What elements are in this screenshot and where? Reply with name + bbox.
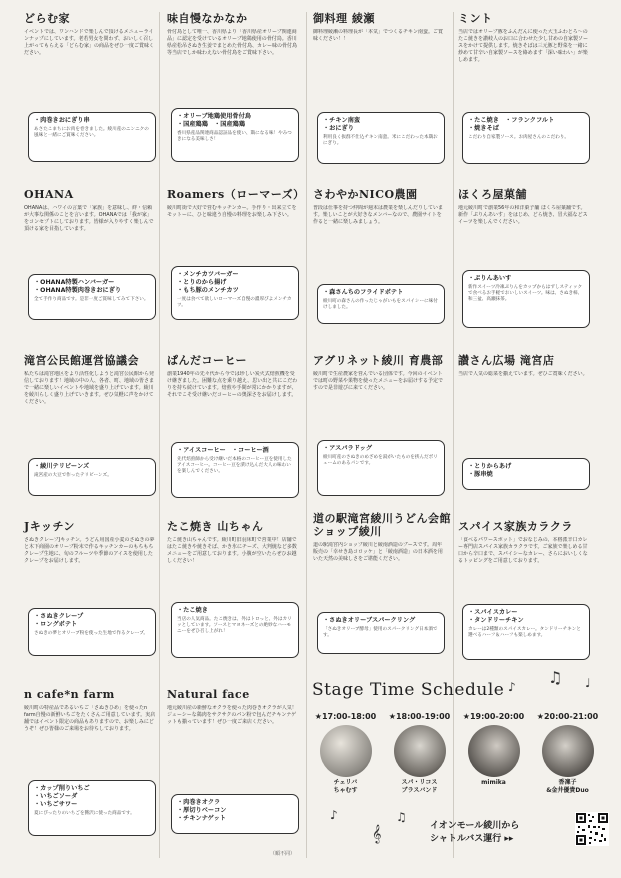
shop-description: 当店で人気の総菜を揃えています。ぜひご賞味ください。	[458, 371, 588, 377]
shop-description: 普段は仕事を持つ仲間が週末は農業を楽しんだりしています。楽しいことが大好きなメンバーなので、農園サイトを作ると一緒に楽しみましょう。	[313, 205, 444, 225]
menu-item: ・肉巻きオクラ	[177, 799, 221, 806]
menu-item: ・国産鶏鶏 ・国産鶏鶏	[177, 121, 246, 128]
performer-name: 香凜子 &金井優貴Duo	[546, 779, 589, 794]
menu-note: さぬきの夢とオリーブ粉を使った生地で作るクレープ。	[34, 631, 149, 636]
menu-note: 綾川町産のさぬきのめざめを湯がいたものを挟んだボリュームのあるパンです。	[323, 455, 438, 466]
shop-nakanaka	[167, 12, 299, 172]
shop-description: 当店ではオリーブ豚をふんだんに使った大玉ふわとろ〜のたこ焼きを讃岐人のお口に合わせた少し甘めの自家製ソースをかけて提供します。焼きそばは三元豚と野菜を一緒に炒めて甘辛い自家製ソースを絡めます「深い味わい」が楽しめます。	[458, 29, 589, 63]
shop-description: 骨付鳥として唯一、香川県より「香川県産オリーブ関連商品」に認定を受けているオリーブ地鶏使用の骨付鳥。香川県産松吊さぬき生姜でまとめた骨付鳥、カレー味の骨付鳥等当店でしか味わえない骨付鳥をご賞味下さい。	[167, 29, 298, 56]
shop-description: 地元綾川町で創業56年の和洋菓子舗 ほくろ屋菓舗です。新作「ぷりんあいす」をはじめ、どら焼き、冒大福などスイーツを楽しんでください。	[458, 205, 588, 225]
shuttle-bus-notice: イオンモール綾川から シャトルバス運行 ▸▸	[430, 821, 520, 844]
menu-box	[462, 112, 590, 164]
menu-box	[28, 780, 156, 836]
menu-note: 全て手作り商品です。是非一度ご賞味してみて下さい。	[34, 297, 149, 302]
menu-box	[28, 274, 156, 320]
performer-photo	[542, 725, 594, 777]
shop-takinomiya-community	[24, 354, 156, 504]
shop-n-cafe-n-farm	[24, 688, 156, 858]
menu-box	[317, 612, 445, 654]
menu-item: ・OHANA特製ハンバーガー	[34, 279, 115, 286]
menu-item: ・肉巻きおにぎり串	[34, 117, 90, 124]
menu-item: ・チキン南蛮	[323, 117, 361, 124]
menu-box	[317, 284, 445, 324]
menu-note: 綾川町の森さんの作ったじゃがいもをスパイシーに味付けしました。	[323, 299, 438, 310]
shop-description: 私たちは滝宮地区をより活性化しようと滝宮公民館から発信しております！地域の中の人、各者、町、地域の皆さまで一緒に楽しいイベントや地域を盛り上げています。綾川を綾川らしく盛り上げていきます。ぜひ気軽に声をかけてください。	[24, 371, 155, 405]
menu-box	[28, 112, 156, 162]
menu-item: ・豚串焼	[468, 471, 493, 478]
menu-item: ・アスパラドッグ	[323, 445, 373, 452]
music-note-icon: ♪	[508, 680, 516, 694]
menu-item: ・アイスコーヒー ・コーヒー酒	[177, 447, 269, 454]
stage-slot	[384, 712, 455, 795]
shop-title: 滝宮公民館運営協議会	[24, 354, 139, 367]
shop-ohana	[24, 188, 156, 338]
shop-title: ミント	[458, 12, 493, 25]
menu-item: ・オリーブ地鶏使用骨付鳥	[177, 113, 251, 120]
shop-title: n cafe*n farm	[24, 688, 115, 701]
shop-j-kitchen	[24, 520, 156, 670]
shop-sansan-hiroba	[458, 354, 590, 504]
shop-title: Jキッチン	[24, 520, 75, 533]
menu-box	[28, 458, 156, 496]
menu-item: ・厚切りベーコン	[177, 807, 227, 814]
column-divider	[159, 12, 160, 858]
shop-title: どらむ家	[24, 12, 70, 25]
menu-note: 新作スイーツ冷凍ぷりんをカップからはずしスティックで食べるお手軽でおいしいスイーツ。味は、さぬき柿、和三盆、高瀬抹茶。	[468, 285, 583, 302]
menu-item: ・とりのから揚げ	[177, 279, 227, 286]
menu-item: ・さぬきクレープ	[34, 613, 84, 620]
music-note-icon: ♫	[396, 810, 407, 824]
shop-description: 綾川町の特産品であるいちご「さぬきひめ」を使ったn farm自慢の新鮮いちごをたくさんご用意しています。実店舗ではイベント限定の商品もありますので、お楽しみにどうぞ！ぜひ皆様のご来場をお待ちしております。	[24, 705, 156, 732]
shop-title: アグリネット綾川 育農部	[313, 354, 444, 367]
stage-slot	[310, 712, 381, 795]
menu-box	[317, 112, 445, 164]
menu-item: ・いちごソーダ	[34, 793, 78, 800]
menu-box	[28, 608, 156, 656]
menu-note: こだわり自家製ソース。お肉屋さんのこだわり。	[468, 135, 569, 140]
menu-note: 「さぬきオリーブ酵母」使用のスパークリング日本酒です。	[323, 627, 438, 638]
shop-title: Natural face	[167, 688, 250, 701]
shop-description: さぬきクレープJキッチン。うどん用国産小麦のさぬきの夢と木下商園のオリーブ粉末で作るキッチンカーのもちもちクレープ生地に、旬のフルーツや季節のアイスを使用したクレープをお届けします。	[24, 537, 155, 564]
menu-item: ・焼きそば	[468, 125, 499, 132]
shop-description: OHANAは、ハワイの言葉で「家族」を意味し、絆・信頼が大事な関係のことを言います。OHANAでは「我が家」をコンセプトにしております。皆様が入りやすく楽しんで頂ける家を目指しています。	[24, 205, 154, 232]
menu-note: 滝宮産の大豆で作ったテリビーンズ。	[34, 473, 112, 478]
shop-title: ほくろ屋菓舗	[458, 188, 527, 201]
shop-title: Roamers（ローマーズ）	[167, 188, 305, 201]
menu-item: ・たこ焼き	[177, 607, 208, 614]
shop-nico-farm	[313, 188, 445, 338]
menu-item: ・綾川テリビーンズ	[34, 463, 90, 470]
shop-spice-karakura	[458, 520, 590, 670]
shop-title: ぱんだコーヒー	[167, 354, 248, 367]
menu-note: カレーは2種類のスパイスカレー。タンドリーチキンと選べるハーフ＆ハーフも楽しめます。	[468, 627, 581, 638]
menu-box	[171, 442, 299, 498]
performer-photo	[394, 725, 446, 777]
shop-panda-coffee	[167, 354, 299, 504]
menu-item: ・スパイスカレー	[468, 609, 518, 616]
stage-schedule-title: Stage Time Schedule	[312, 680, 505, 700]
menu-note: 夏にぴったりのいちごを贅沢に使った商品です。	[34, 811, 135, 816]
music-note-icon: ♫	[548, 668, 563, 687]
shop-takoyaki-yamachan	[167, 520, 299, 670]
stage-slot	[532, 712, 603, 795]
menu-note: 一度は食べて欲しいローマーズ自慢の濃厚ぴよメンチカツ。	[177, 297, 292, 308]
stage-slot	[458, 712, 529, 787]
footer-note: （順不同）	[270, 851, 296, 857]
shop-description: 「食べるパワースポット」でおなじみの、本格派辛口カレー専門店スパイス家族カラクラです。ご家族で楽しめる甘口から辛口まで、スパイシーなカレー、さらにおいしくなるトッピングをご用意しております。	[458, 537, 588, 564]
menu-item: ・とりからあげ	[468, 463, 512, 470]
menu-box	[317, 440, 445, 496]
shop-description: イベントでは、ワンハンドで楽しんで頂けるメニューラインナップにしています。老若男女を問わず、おいしく召し上がってもらえる「どらむ家」の商品をぜひ一度ご賞味ください。	[24, 29, 155, 56]
menu-item: ・OHANA特製肉巻きおにぎり	[34, 287, 122, 294]
shop-description: 御料理綾瀬の料理長が「本気」でつくるチキン南蛮。ご賞味ください！！	[313, 29, 443, 42]
menu-note: 当店の人気商品。たこ焼きは、外はトロっと、外はカリッとしています。ソースとマヨネーズとの絶妙なハーモニーをぜひ召し上がれ！	[177, 617, 292, 634]
menu-note: 先代焙煎師から受け継いだ本格のコーヒー豆を使用したアイスコーヒー。コーヒー豆を漬け込んだ大人の味わいを楽しんでください。	[177, 457, 292, 474]
menu-item: ・たこ焼き ・フランクフルト	[468, 117, 555, 124]
music-note-icon: ♩	[585, 676, 591, 690]
shop-michinoeki-takinomiya	[313, 512, 451, 670]
menu-item: ・チキンナゲット	[177, 815, 226, 822]
shop-description: 道の駅滝宮内ショップ綾川と綾南酒造のブースです。周年販売の「幸せき島コロッケ」と「綾南酒造」の日本酒を用いた天然の美味しさをご堪能ください。	[313, 542, 443, 562]
menu-box	[462, 270, 590, 328]
shop-mint	[458, 12, 590, 172]
shop-title: 道の駅滝宮綾川うどん会館ショップ綾川	[313, 512, 451, 538]
column-divider	[306, 12, 307, 858]
slot-time: ★19:00-20:00	[462, 712, 525, 721]
shop-hokuroya	[458, 188, 590, 338]
menu-box	[171, 108, 299, 162]
music-note-icon: ♪	[330, 808, 338, 822]
menu-item: ・おにぎり	[323, 125, 354, 132]
menu-box	[171, 266, 299, 320]
shop-title: OHANA	[24, 188, 74, 201]
menu-box	[462, 458, 590, 490]
menu-item: ・いちごサワー	[34, 801, 78, 808]
menu-note: 利用良く抜群不仕込チキン南蛮。米にこだわった本鶏おにぎり。	[323, 135, 438, 146]
shop-title: たこ焼き 山ちゃん	[167, 520, 264, 533]
shop-title: 讃さん広場 滝宮店	[458, 354, 555, 367]
slot-time: ★17:00-18:00	[314, 712, 377, 721]
shop-agrinet-ayagawa	[313, 354, 445, 504]
menu-item: ・カップ削りいちご	[34, 785, 90, 792]
menu-item: ・メンチカツバーガー	[177, 271, 239, 278]
performer-photo	[320, 725, 372, 777]
shop-ayase	[313, 12, 445, 172]
menu-box	[171, 602, 299, 658]
shop-title: 御料理 綾瀬	[313, 12, 375, 25]
shop-roamers	[167, 188, 305, 338]
shop-description: 創業1940年の先々代から今では珍しい炭火式焙煎機を受け継ぎました。困難な点を乗り越え、思い出と共にこだわりを持ち続けています。焙煎や手間が常にかかりますが、それでこそ受け継いだコーヒーの奥深さをお届けします。	[167, 371, 298, 398]
shop-natural-face	[167, 688, 299, 838]
shop-description: 綾川町街で大好で営むキッチンカー。手作り・出来立てをモットーに、ひと味違う自慢の料理をお楽しみ下さい。	[167, 205, 297, 218]
menu-item: ・森さんちのフライドポテト	[323, 289, 404, 296]
performer-name: チェリバ ちゃむす	[333, 779, 358, 794]
shop-dorumuya	[24, 12, 156, 172]
performer-photo	[468, 725, 520, 777]
shop-title: さわやかNICO農園	[313, 188, 418, 201]
shop-title: スパイス家族カラクラ	[458, 520, 573, 533]
music-note-icon: 𝄞	[372, 824, 382, 843]
shop-title: 味自慢なかなか	[167, 12, 248, 25]
qr-code[interactable]	[575, 812, 609, 846]
menu-note: 香川県産品関連商品認証品を使い、鶏になる味！やみつきになる美味しさ！	[177, 131, 292, 142]
menu-item: ・もち豚のメンチカツ	[177, 287, 239, 294]
menu-box	[171, 794, 299, 834]
menu-note: あさたこまちにお肉を巻きました。綾川産のニンニクの風味と一緒にご賞味ください。	[34, 127, 149, 138]
performer-name: mimika	[481, 779, 506, 786]
performer-name: スパ・リコス ブラスバンド	[401, 779, 438, 794]
menu-item: ・ぷりんあいす	[468, 275, 512, 282]
shop-description: たこ焼き山ちゃんです。綾川町旧羽床町で営業中！店舗ではたこ焼きや焼きそば、かき氷にチーズ、大判焼など多数メニューをご用意しております。小腹が空いたらぜひお越しください！	[167, 537, 297, 564]
menu-item: ・ロングポテト	[34, 621, 78, 628]
menu-box	[462, 604, 590, 660]
menu-item: ・さぬきオリーブスパークリング	[323, 617, 416, 624]
slot-time: ★18:00-19:00	[388, 712, 451, 721]
slot-time: ★20:00-21:00	[536, 712, 599, 721]
shop-description: 地元綾川産の新鮮なオクラを使った肉巻きオクラが人気！ジューシーな鶏肉をサクサクのパン粉で包んだチキンナゲットも揃っています！ぜひ一度ご来店ください。	[167, 705, 297, 725]
menu-item: ・タンドリーチキン	[468, 617, 524, 624]
shop-description: 綾川町で生産農家を営んでいる団体です。今回のイベントでは町の野菜や果物を使ったメニューをお届けする予定ですので是非遊びに来てください。	[313, 371, 444, 391]
